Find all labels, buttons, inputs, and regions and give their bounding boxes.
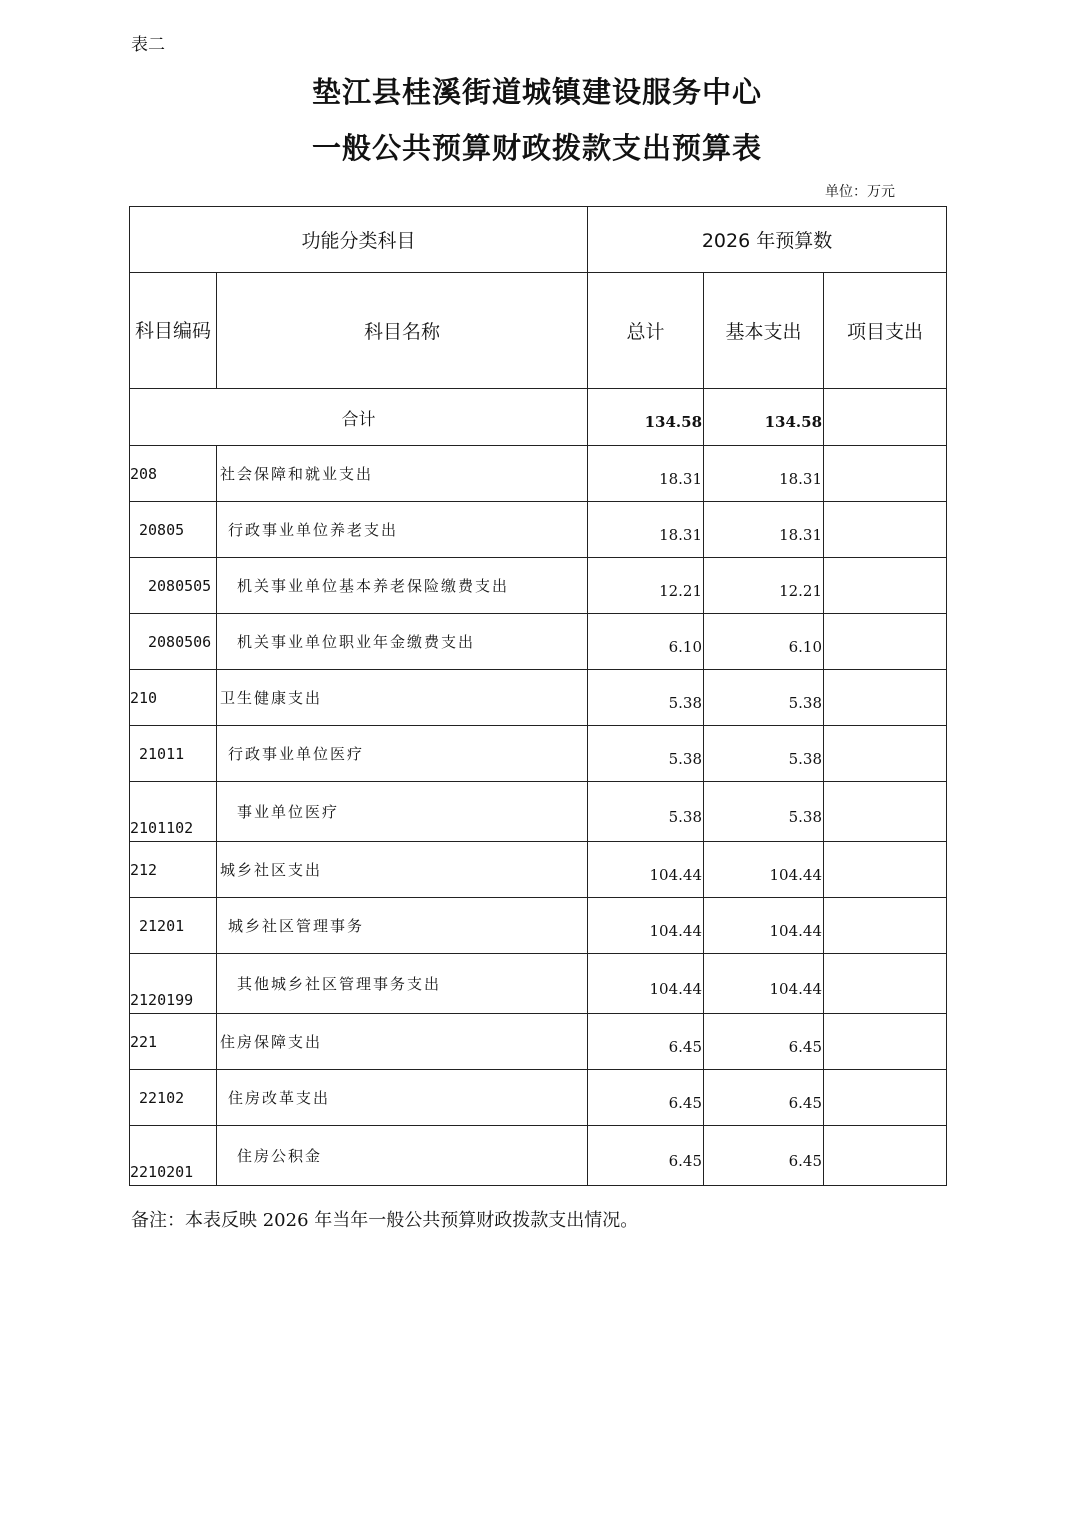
- row-basic: 104.44: [704, 954, 824, 1014]
- row-name: 机关事业单位基本养老保险缴费支出: [217, 558, 588, 614]
- row-total: 104.44: [588, 898, 704, 954]
- table-row: [130, 446, 947, 502]
- row-project: [824, 726, 947, 782]
- row-total: 6.45: [588, 1014, 704, 1070]
- row-project: [824, 1014, 947, 1070]
- row-basic: 104.44: [704, 898, 824, 954]
- row-code: 2120199: [130, 954, 217, 1014]
- row-basic: 18.31: [704, 446, 824, 502]
- row-basic: 5.38: [704, 670, 824, 726]
- row-total: 18.31: [588, 502, 704, 558]
- table-row: [130, 502, 947, 558]
- table-row: [130, 1070, 947, 1126]
- table-row: [130, 782, 947, 842]
- total-project: [824, 389, 947, 446]
- total-basic: 134.58: [704, 389, 824, 446]
- total-row: [130, 389, 947, 446]
- row-basic: 6.45: [704, 1014, 824, 1070]
- row-code: 2080506: [130, 614, 217, 670]
- row-total: 104.44: [588, 842, 704, 898]
- table-row: [130, 954, 947, 1014]
- table-row: [130, 670, 947, 726]
- row-project: [824, 954, 947, 1014]
- row-code: 212: [130, 842, 217, 898]
- column-header-code: 科目编码: [130, 273, 217, 389]
- row-project: [824, 782, 947, 842]
- row-code: 21011: [130, 726, 217, 782]
- row-code: 208: [130, 446, 217, 502]
- page-title: 垫江县桂溪街道城镇建设服务中心: [311, 75, 762, 109]
- column-header-total: 总计: [588, 273, 704, 389]
- row-code: 20805: [130, 502, 217, 558]
- row-basic: 6.10: [704, 614, 824, 670]
- row-name: 住房改革支出: [217, 1070, 588, 1126]
- row-project: [824, 502, 947, 558]
- table-row: [130, 614, 947, 670]
- row-code: 2101102: [130, 782, 217, 842]
- row-name: 城乡社区支出: [217, 842, 588, 898]
- table-row: [130, 558, 947, 614]
- row-code: 210: [130, 670, 217, 726]
- row-total: 18.31: [588, 446, 704, 502]
- row-project: [824, 614, 947, 670]
- table-row: [130, 842, 947, 898]
- row-name: 住房保障支出: [217, 1014, 588, 1070]
- row-project: [824, 670, 947, 726]
- row-name: 其他城乡社区管理事务支出: [217, 954, 588, 1014]
- row-code: 2210201: [130, 1126, 217, 1186]
- row-basic: 18.31: [704, 502, 824, 558]
- row-project: [824, 898, 947, 954]
- row-basic: 6.45: [704, 1070, 824, 1126]
- row-basic: 104.44: [704, 842, 824, 898]
- row-basic: 5.38: [704, 726, 824, 782]
- row-name: 卫生健康支出: [217, 670, 588, 726]
- group-header-function-category: 功能分类科目: [130, 207, 588, 273]
- row-name: 城乡社区管理事务: [217, 898, 588, 954]
- page-subtitle: 一般公共预算财政拨款支出预算表: [311, 131, 762, 165]
- row-basic: 12.21: [704, 558, 824, 614]
- table-row: [130, 1126, 947, 1186]
- total-label: 合计: [130, 389, 588, 446]
- row-name: 机关事业单位职业年金缴费支出: [217, 614, 588, 670]
- row-project: [824, 1126, 947, 1186]
- row-total: 104.44: [588, 954, 704, 1014]
- column-header-name: 科目名称: [217, 273, 588, 389]
- unit-label: 单位：万元: [825, 184, 895, 200]
- row-code: 2080505: [130, 558, 217, 614]
- row-project: [824, 842, 947, 898]
- group-header-budget-year: 2026 年预算数: [588, 207, 947, 273]
- budget-table: [129, 206, 947, 1186]
- row-project: [824, 1070, 947, 1126]
- row-total: 6.45: [588, 1126, 704, 1186]
- row-total: 12.21: [588, 558, 704, 614]
- table-row: [130, 1014, 947, 1070]
- row-project: [824, 558, 947, 614]
- row-code: 22102: [130, 1070, 217, 1126]
- row-name: 行政事业单位养老支出: [217, 502, 588, 558]
- row-total: 6.45: [588, 1070, 704, 1126]
- total-amount: 134.58: [588, 389, 704, 446]
- column-header-project: 项目支出: [824, 273, 947, 389]
- row-total: 5.38: [588, 782, 704, 842]
- row-project: [824, 446, 947, 502]
- row-basic: 6.45: [704, 1126, 824, 1186]
- row-code: 21201: [130, 898, 217, 954]
- row-name: 社会保障和就业支出: [217, 446, 588, 502]
- table-row: [130, 898, 947, 954]
- row-name: 行政事业单位医疗: [217, 726, 588, 782]
- row-basic: 5.38: [704, 782, 824, 842]
- table-row: [130, 726, 947, 782]
- table-label: 表二: [131, 35, 165, 55]
- row-name: 事业单位医疗: [217, 782, 588, 842]
- row-name: 住房公积金: [217, 1126, 588, 1186]
- row-code: 221: [130, 1014, 217, 1070]
- footnote: 备注：本表反映 2026 年当年一般公共预算财政拨款支出情况。: [131, 1210, 639, 1231]
- row-total: 6.10: [588, 614, 704, 670]
- row-total: 5.38: [588, 726, 704, 782]
- column-header-basic: 基本支出: [704, 273, 824, 389]
- row-total: 5.38: [588, 670, 704, 726]
